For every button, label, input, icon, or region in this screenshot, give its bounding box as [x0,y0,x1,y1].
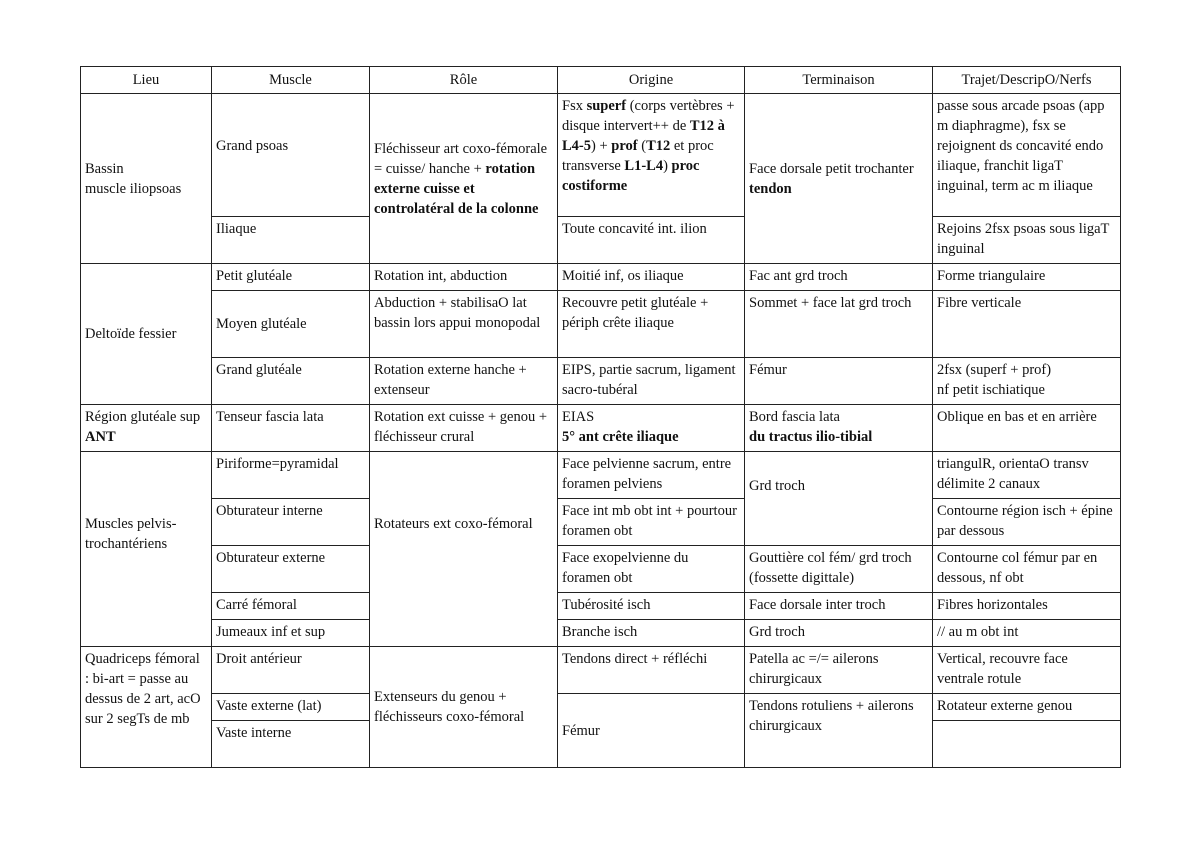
cell-text: nf petit ischiatique [937,382,1045,398]
cell-origine [558,452,745,499]
cell-text: EIAS [562,409,595,425]
table-row [81,94,1121,217]
cell-text: Toute concavité int. ilion [562,221,707,237]
cell-muscle [212,452,370,499]
cell-text: // au m obt int [937,624,1019,640]
bold-text: 5° ant crête iliaque [562,429,679,445]
cell-origine [558,593,745,620]
cell-muscle [212,694,370,721]
cell-text: Vaste externe (lat) [216,698,322,714]
header-role: Rôle [370,67,558,94]
cell-text: Rotation ext cuisse + genou + fléchisseur crural [374,409,548,445]
cell-trajet [933,593,1121,620]
cell-origine [558,499,745,546]
header-trajet: Trajet/DescripO/Nerfs [933,67,1121,94]
bold-text: tendon [749,180,792,197]
cell-text: Piriforme=pyramidal [216,456,339,472]
cell-text: Fémur [749,362,787,378]
cell-lieu [81,264,212,405]
cell-muscle [212,546,370,593]
cell-text: Droit antérieur [216,651,302,667]
cell-role [370,647,558,768]
table-row [81,291,1121,358]
cell-text: Région glutéale sup [85,409,201,425]
cell-trajet [933,264,1121,291]
cell-text: Deltoïde fessier [85,326,177,342]
cell-text: Grd troch [749,624,805,640]
cell-text: Oblique en bas et en arrière [937,409,1097,425]
bold-text: ANT [85,429,116,445]
cell-text: Rotateurs ext coxo-fémoral [374,516,533,532]
cell-text: Contourne région isch + épine par dessous [937,503,1113,539]
cell-terminaison [745,647,933,694]
cell-trajet [933,647,1121,694]
cell-text: Grd troch [749,478,805,494]
cell-text: Bord fascia lata [749,409,840,425]
header-row [81,67,1121,94]
cell-origine [558,291,745,358]
cell-text: Grand psoas [216,138,289,154]
cell-trajet [933,452,1121,499]
cell-text: Fléchisseur art coxo-fémorale = cuisse/ hanche + [374,140,548,177]
cell-origine [558,405,745,452]
cell-terminaison [745,452,933,546]
cell-terminaison [745,694,933,768]
cell-lieu [81,94,212,264]
cell-text: Rejoins 2fsx psoas sous ligaT inguinal [937,221,1110,257]
cell-origine [558,94,745,217]
cell-muscle [212,499,370,546]
header-origine: Origine [558,67,745,94]
bold-text: L1-L4 [624,158,664,174]
cell-text: ) [663,158,672,174]
cell-terminaison [745,358,933,405]
cell-text: Gouttière col fém/ grd troch (fossette digittale) [749,550,912,586]
table-row [81,593,1121,620]
cell-muscle [212,721,370,768]
cell-role [370,94,558,264]
cell-text: Contourne col fémur par en dessous, nf obt [937,550,1098,586]
cell-origine [558,358,745,405]
cell-text: Tendons direct + réfléchi [562,651,708,667]
table-row [81,647,1121,694]
cell-text: Fsx [562,98,587,114]
cell-origine [558,647,745,694]
cell-text: Obturateur interne [216,503,323,519]
cell-text: Face dorsale petit trochanter [749,160,914,177]
cell-trajet [933,291,1121,358]
bold-text: T12 à L4-5 [562,118,725,154]
cell-text: Face dorsale inter troch [749,597,886,613]
cell-muscle [212,291,370,358]
header-lieu: Lieu [81,67,212,94]
cell-terminaison [745,291,933,358]
cell-role [370,291,558,358]
table-row [81,264,1121,291]
cell-text: Muscles pelvis-trochantériens [85,516,177,552]
cell-text: Rotateur externe genou [937,698,1073,714]
cell-text: Moyen glutéale [216,316,307,332]
cell-text: 2fsx (superf + prof) [937,362,1052,378]
cell-lieu [81,452,212,647]
cell-text: triangulR, orientaO transv délimite 2 canaux [937,456,1089,492]
cell-text: Branche isch [562,624,638,640]
cell-text: EIPS, partie sacrum, ligament sacro-tubéral [562,362,736,398]
cell-trajet [933,405,1121,452]
cell-text: Vaste interne [216,725,292,741]
cell-trajet [933,546,1121,593]
bold-text: rotation externe cuisse et controlatéral de la colonne [374,160,539,217]
cell-origine [558,694,745,768]
cell-text: ( [637,138,647,154]
cell-lieu [81,647,212,768]
cell-muscle [212,358,370,405]
cell-text: Grand glutéale [216,362,302,378]
cell-trajet [933,499,1121,546]
cell-role [370,405,558,452]
cell-text: Rotation int, abduction [374,268,508,284]
cell-text: Moitié inf, os iliaque [562,268,684,284]
table-row [81,694,1121,721]
cell-role [370,264,558,291]
cell-terminaison [745,620,933,647]
cell-text: Abduction + stabilisaO lat bassin lors appui monopodal [374,295,541,331]
cell-origine [558,217,745,264]
cell-terminaison [745,264,933,291]
cell-text: Patella ac =/= ailerons chirurgicaux [749,651,879,687]
cell-text: Face pelvienne sacrum, entre foramen pelviens [562,456,732,492]
table-row [81,620,1121,647]
cell-text: Petit glutéale [216,268,293,284]
cell-trajet [933,94,1121,217]
bold-text: superf [586,98,627,114]
cell-text: Face exopelvienne du foramen obt [562,550,689,586]
bold-text: du tractus ilio-tibial [749,429,873,445]
cell-text: Face int mb obt int + pourtour foramen obt [562,503,737,539]
header-terminaison: Terminaison [745,67,933,94]
cell-trajet [933,721,1121,768]
bold-text: proc costiforme [562,158,700,194]
cell-muscle [212,620,370,647]
cell-text: (corps vertèbres + disque intervert++ de [562,98,735,134]
cell-origine [558,546,745,593]
cell-text: Bassin [85,160,124,177]
cell-lieu [81,405,212,452]
table-row [81,405,1121,452]
cell-muscle [212,405,370,452]
cell-text: Iliaque [216,221,257,237]
cell-text: Extenseurs du genou + fléchisseurs coxo-fémoral [374,689,525,725]
table-row [81,452,1121,499]
cell-origine [558,620,745,647]
cell-terminaison [745,593,933,620]
cell-muscle [212,647,370,694]
cell-role [370,358,558,405]
header-muscle: Muscle [212,67,370,94]
bold-text: prof [611,138,638,154]
cell-text: Fac ant grd troch [749,268,848,284]
cell-text: Forme triangulaire [937,268,1046,284]
cell-muscle [212,217,370,264]
cell-muscle [212,593,370,620]
cell-text: Tendons rotuliens + ailerons chirurgicaux [749,698,914,734]
cell-terminaison [745,405,933,452]
table-row [81,217,1121,264]
cell-text: Fibres horizontales [937,597,1048,613]
table-row [81,499,1121,546]
cell-text: Quadriceps fémoral : bi-art = passe au dessus de 2 art, acO sur 2 segTs de mb [85,651,201,727]
cell-terminaison [745,546,933,593]
cell-text: Tubérosité isch [562,597,651,613]
cell-text: Vertical, recouvre face ventrale rotule [937,651,1068,687]
cell-muscle [212,94,370,217]
cell-text: Fibre verticale [937,295,1022,311]
cell-text: passe sous arcade psoas (app m diaphragme), fsx se rejoignent ds concavité endo iliaque, franchit ligaT inguinal, term ac m iliaque [937,98,1105,194]
bold-text: T12 [646,138,671,154]
cell-trajet [933,694,1121,721]
cell-text: Rotation externe hanche + extenseur [374,362,527,398]
cell-trajet [933,358,1121,405]
cell-trajet [933,217,1121,264]
cell-trajet [933,620,1121,647]
cell-terminaison [745,94,933,264]
cell-text: Tenseur fascia lata [216,409,324,425]
cell-text: Recouvre petit glutéale + périph crête iliaque [562,295,709,331]
cell-text: Sommet + face lat grd troch [749,295,912,311]
cell-text: Fémur [562,722,600,739]
cell-text: ) + [591,138,612,154]
cell-role [370,452,558,647]
cell-text: Obturateur externe [216,550,326,566]
cell-text: Carré fémoral [216,597,297,613]
cell-text: Jumeaux inf et sup [216,624,326,640]
table-row [81,358,1121,405]
table-row [81,546,1121,593]
cell-muscle [212,264,370,291]
cell-text: muscle iliopsoas [85,180,182,197]
cell-text: et proc transverse [562,138,714,174]
muscle-table [80,66,1121,768]
cell-origine [558,264,745,291]
